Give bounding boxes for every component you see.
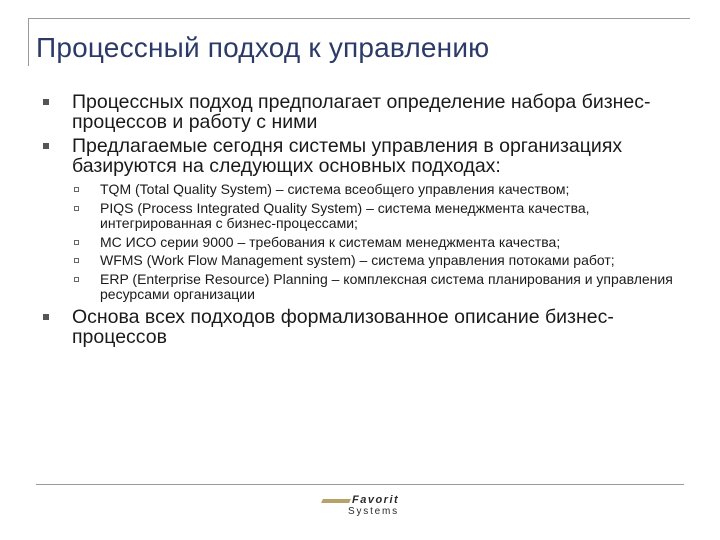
sub-bullet-text: WFMS (Work Flow Management system) – система управления потоками работ; bbox=[100, 252, 615, 268]
company-logo bbox=[322, 494, 418, 520]
hollow-square-bullet-icon bbox=[74, 240, 79, 245]
bullet-list bbox=[42, 92, 682, 351]
footer-divider bbox=[36, 484, 684, 485]
bullet-item bbox=[42, 307, 682, 347]
bullet-text: Основа всех подходов формализованное описание бизнес-процессов bbox=[72, 305, 614, 348]
hollow-square-bullet-icon bbox=[74, 206, 79, 211]
hollow-square-bullet-icon bbox=[74, 277, 79, 282]
logo-swoosh-icon bbox=[321, 499, 351, 503]
sub-bullet-text: МС ИСО серии 9000 – требования к системам менеджмента качества; bbox=[100, 233, 561, 250]
sub-bullet-item bbox=[72, 253, 682, 269]
square-bullet-icon bbox=[43, 143, 49, 149]
bullet-text: Предлагаемые сегодня системы управления в организациях базируются на следующих основных подходах: bbox=[72, 135, 623, 177]
sub-bullet-list bbox=[72, 182, 682, 303]
sub-bullet-text: TQM (Total Quality System) – система всеобщего управления качеством; bbox=[100, 181, 570, 197]
logo-text-line1: Favorit bbox=[352, 494, 400, 506]
bullet-text: Процессных подход предполагает определение набора бизнес-процессов и работу с ними bbox=[72, 91, 651, 133]
square-bullet-icon bbox=[43, 99, 49, 105]
logo-text-line2: Systems bbox=[348, 506, 399, 517]
sub-bullet-item bbox=[72, 201, 682, 232]
sub-bullet-item bbox=[72, 182, 682, 198]
sub-bullet-item bbox=[72, 235, 682, 251]
slide-title: Процессный подход к управлению bbox=[36, 32, 490, 63]
sub-bullet-item bbox=[72, 272, 682, 303]
slide-frame-left-line bbox=[28, 18, 29, 66]
hollow-square-bullet-icon bbox=[74, 258, 79, 263]
sub-bullet-text: PIQS (Process Integrated Quality System) – система менеджмента качества, интегрированная с бизнес-процессами; bbox=[100, 199, 590, 231]
square-bullet-icon bbox=[43, 314, 49, 320]
bullet-item bbox=[42, 92, 682, 132]
hollow-square-bullet-icon bbox=[74, 187, 79, 192]
bullet-item bbox=[42, 136, 682, 303]
slide-frame-top-line bbox=[28, 18, 690, 19]
sub-bullet-text: ERP (Enterprise Resource) Planning – комплексная система планирования и управления ресурсами организации bbox=[100, 270, 673, 302]
